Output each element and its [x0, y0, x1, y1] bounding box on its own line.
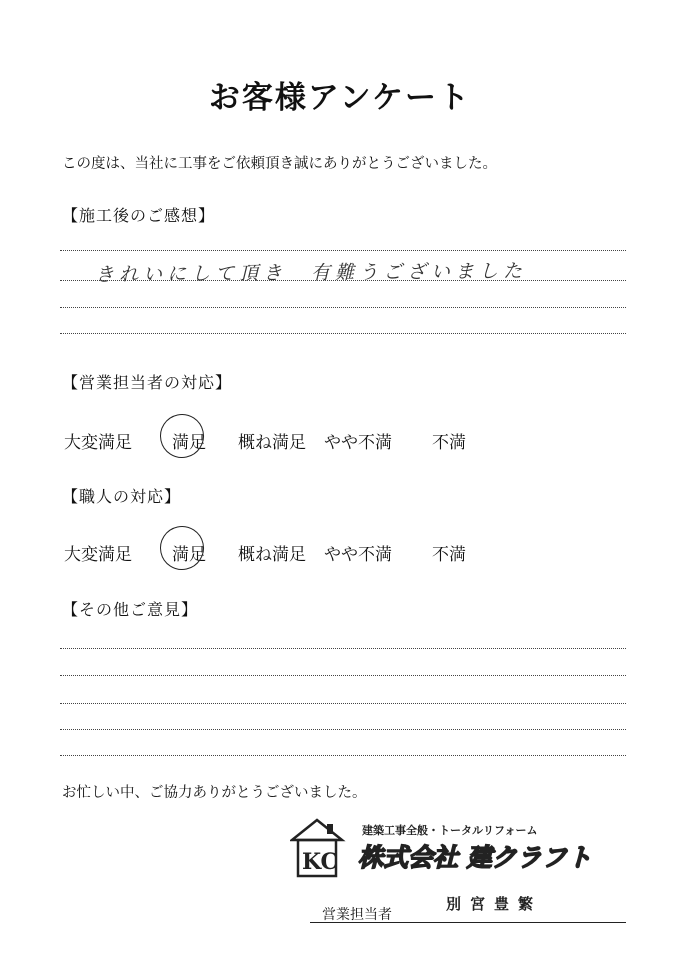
option-mostly-satisfied: 概ね満足: [238, 433, 306, 453]
company-tagline: 建築工事全般・トータルリフォーム: [362, 824, 538, 837]
writing-line: [60, 333, 626, 334]
company-name: 株式会社 建クラフト: [358, 843, 592, 872]
section-heading-craftsman: 【職人の対応】: [62, 487, 182, 506]
page-title: お客様アンケート: [208, 80, 472, 116]
section-heading-sales: 【営業担当者の対応】: [62, 373, 233, 392]
option-mostly-satisfied: 概ね満足: [238, 545, 306, 565]
section-heading-impressions: 【施工後のご感想】: [62, 206, 216, 225]
option-satisfied: 満足: [172, 433, 206, 453]
writing-line: [60, 250, 626, 251]
writing-line: [60, 703, 626, 704]
option-satisfied: 満足: [172, 545, 206, 565]
option-very-satisfied: 大変満足: [64, 545, 132, 565]
handwritten-answer: きれいにして頂き 有難うございました: [94, 260, 528, 286]
option-very-satisfied: 大変満足: [64, 433, 132, 453]
section-heading-other: 【その他ご意見】: [62, 600, 199, 619]
signature-label: 営業担当者: [322, 907, 392, 923]
writing-line: [60, 648, 626, 649]
closing-text: お忙しい中、ご協力ありがとうございました。: [62, 785, 367, 801]
signature-name: 別宮豊繁: [446, 895, 543, 913]
signature-line: [310, 922, 626, 923]
option-somewhat-dissatisfied: やや不満: [324, 545, 392, 565]
writing-line: [60, 675, 626, 676]
writing-line: [60, 307, 626, 308]
company-logo: [290, 818, 630, 880]
selection-circle: [156, 522, 208, 574]
writing-line: [60, 729, 626, 730]
logo-mark: KC: [302, 849, 339, 875]
option-dissatisfied: 不満: [432, 545, 466, 565]
option-dissatisfied: 不満: [432, 433, 466, 453]
option-somewhat-dissatisfied: やや不満: [324, 433, 392, 453]
selection-circle: [156, 410, 208, 462]
intro-text: この度は、当社に工事をご依頼頂き誠にありがとうございました。: [62, 156, 497, 172]
writing-line: [60, 755, 626, 756]
